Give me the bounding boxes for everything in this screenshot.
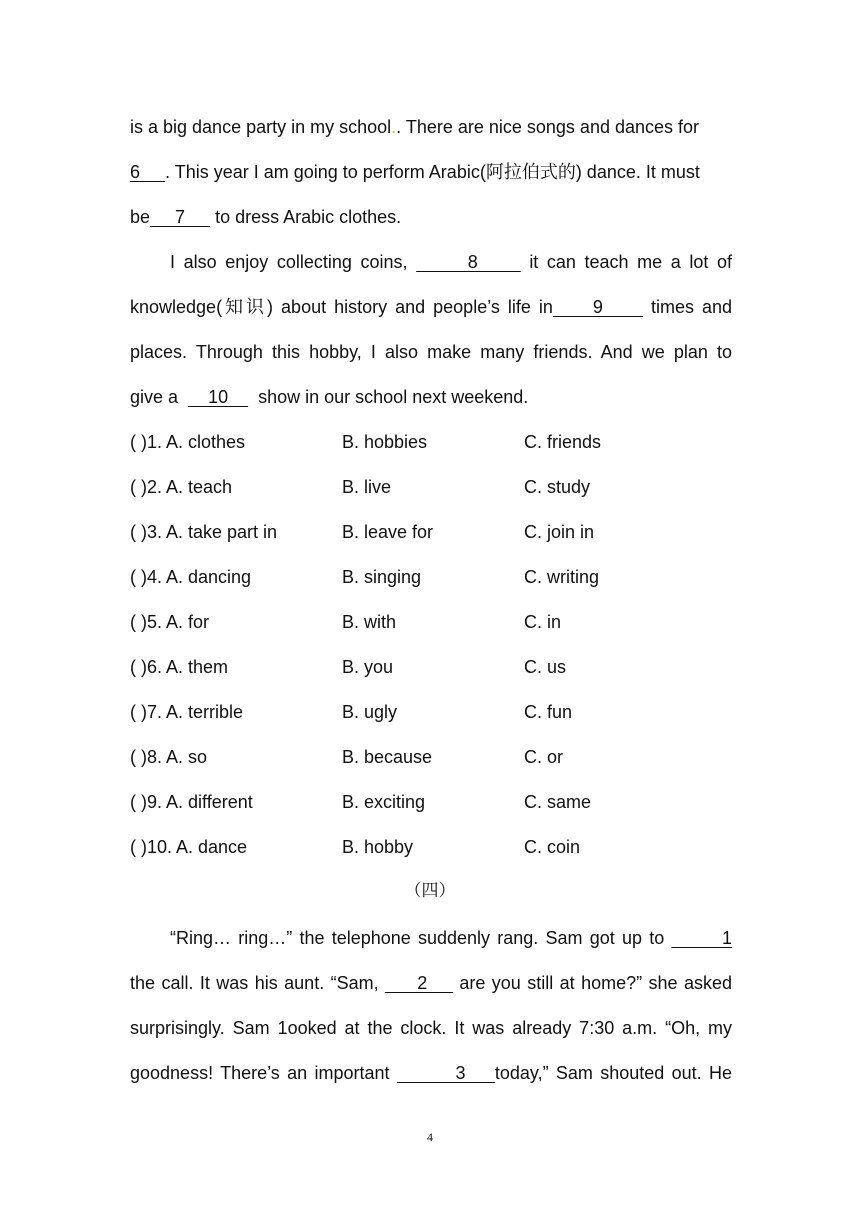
passage-line — [130, 160, 732, 184]
question-option-b: B. you — [342, 657, 394, 677]
question-option-c: C. writing — [524, 567, 600, 587]
question-option-c: C. same — [524, 792, 592, 812]
page-number: 4 — [427, 1130, 433, 1144]
text: the call. It was his aunt. “Sam, — [130, 973, 379, 993]
question-option-b: B. exciting — [342, 792, 426, 812]
text: today,” Sam shouted out. He — [494, 1063, 733, 1083]
question-option-b: B. ugly — [342, 702, 398, 722]
passage-line — [130, 385, 732, 409]
question-option-a: ( )9. A. different — [130, 792, 253, 812]
text: are you still at home?” she asked — [459, 973, 732, 993]
question-option-c: C. or — [524, 747, 564, 767]
question-option-c: C. us — [524, 657, 567, 677]
text: times and — [650, 297, 732, 317]
blank-9: 9 — [552, 297, 643, 317]
question-option-c: C. join in — [524, 522, 595, 542]
blank-10: 10 — [188, 387, 249, 407]
question-option-a: ( )5. A. for — [130, 612, 210, 632]
passage-line — [130, 1016, 732, 1040]
question-option-c: C. study — [524, 477, 591, 497]
passage-line — [130, 926, 732, 950]
question-option-c: C. coin — [524, 837, 581, 857]
question-option-b: B. with — [342, 612, 397, 632]
text: goodness! There’s an important — [130, 1063, 390, 1083]
question-option-a: ( )1. A. clothes — [130, 432, 246, 452]
blank-6: 6 — [130, 162, 166, 182]
passage-line — [130, 1061, 732, 1085]
passage-line — [130, 340, 732, 364]
blank-7: 7 — [150, 207, 211, 227]
question-option-a: ( )7. A. terrible — [130, 702, 244, 722]
question-option-b: B. singing — [342, 567, 422, 587]
text: to dress Arabic clothes. — [210, 207, 402, 227]
question-option-b: B. because — [342, 747, 433, 767]
text: I also enjoy collecting coins, — [170, 252, 408, 272]
text: be — [130, 207, 151, 227]
text: it can teach me a lot of — [529, 252, 732, 272]
question-option-c: C. fun — [524, 702, 573, 722]
text: places. Through this hobby, I also make many friends. And we plan to — [130, 342, 732, 362]
blank-8: 8 — [416, 252, 521, 272]
blank-1: 1 — [671, 928, 732, 948]
passage-line — [130, 250, 732, 274]
question-option-b: B. hobbies — [342, 432, 428, 452]
question-option-a: ( )4. A. dancing — [130, 567, 252, 587]
passage-line — [130, 115, 732, 139]
section-heading: （四） — [404, 881, 456, 901]
blank-2: 2 — [385, 973, 453, 993]
question-option-a: ( )2. A. teach — [130, 477, 233, 497]
question-option-b: B. hobby — [342, 837, 414, 857]
text: . There are nice songs and dances for — [396, 117, 700, 137]
highlight-dot: . — [391, 117, 397, 137]
text: give a — [130, 387, 179, 407]
question-option-a: ( )6. A. them — [130, 657, 229, 677]
passage-line — [130, 971, 732, 995]
question-option-a: ( )8. A. so — [130, 747, 208, 767]
question-option-a: ( )3. A. take part in — [130, 522, 278, 542]
passage-line — [130, 205, 732, 229]
question-option-c: C. friends — [524, 432, 602, 452]
blank-3: 3 — [396, 1063, 495, 1083]
text: surprisingly. Sam 1ooked at the clock. It was already 7:30 a.m. “Oh, my — [130, 1018, 732, 1038]
question-option-a: ( )10. A. dance — [130, 837, 248, 857]
question-option-c: C. in — [524, 612, 562, 632]
text: knowledge(知识) about history and people’s life in — [130, 297, 553, 317]
text: . This year I am going to perform Arabic(阿拉伯式的) dance. It must — [165, 162, 700, 182]
question-option-b: B. live — [342, 477, 392, 497]
question-option-b: B. leave for — [342, 522, 434, 542]
text: is a big dance party in my school — [130, 117, 392, 137]
text: show in our school next weekend. — [258, 387, 529, 407]
text: “Ring… ring…” the telephone suddenly rang. Sam got up to — [170, 928, 665, 948]
passage-line — [130, 295, 732, 319]
